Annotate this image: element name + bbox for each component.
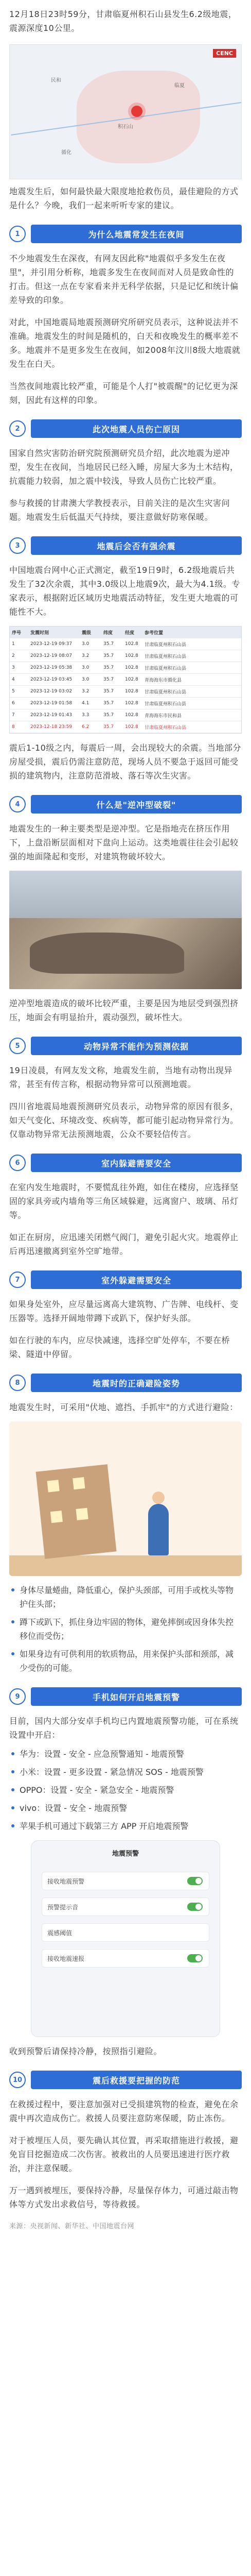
table-cell: 甘肃临夏州积石山县	[145, 654, 187, 659]
section-title: 地震时的正确避险姿势	[92, 1378, 180, 1388]
table-cell: 3.0	[82, 677, 89, 682]
list-item: OPPO：设置 - 安全 - 紧急安全 - 地震预警	[9, 1783, 242, 1797]
bullet-list	[9, 1583, 242, 1675]
table-cell: 2023-12-19 08:07	[30, 653, 73, 658]
map-town: 民和	[51, 78, 61, 83]
paragraph: 目前，国内大部分安卓手机均已内置地震预警功能，可在系统设置中开启：	[9, 1716, 239, 1740]
paragraph: 万一遇到被埋压，要保持冷静，尽量保存体力，可通过敲击物体等方式发出求救信号，等待救援。	[9, 2185, 239, 2209]
lead-text: 地震发生后，如何最快最大限度地抢救伤员，最佳避险的方式是什么？今晚，我们一起来听听专家的建议。	[9, 187, 239, 210]
table-cell: 35.7	[103, 713, 114, 718]
table-cell: 2	[12, 653, 15, 658]
section-header	[9, 2070, 242, 2090]
paragraph: 参与救援的甘肃澳大学教授表示，目前关注的是次生灾害问题。地震发生后低温天气持续，要注意做好防寒保暖。	[9, 498, 230, 522]
phone-settings-screenshot	[31, 1840, 220, 2037]
table-cell: 3	[12, 665, 15, 670]
section-number: 4	[9, 796, 26, 812]
cenc-logo: CENC	[213, 49, 236, 58]
table-cell: 35.7	[103, 641, 114, 647]
table-header: 序号	[12, 630, 22, 636]
toggle-switch[interactable]	[187, 1954, 203, 1962]
table-row	[10, 674, 241, 686]
section-title: 此次地震人员伤亡原因	[92, 424, 180, 434]
toggle-switch[interactable]	[187, 1903, 203, 1911]
table-row	[10, 721, 241, 733]
table-cell: 甘肃临夏州积石山县	[145, 725, 187, 731]
setting-row[interactable]: 接收地震预警	[42, 1872, 209, 1890]
paragraph: 中国地震台网中心正式测定，截至19日9时，6.2级地震后共发生了32次余震，其中3.0级以上地震9次，最大为4.1级。专家表示，根据附近区域历史地震活动特征，发生更大地震的可能性不大。	[9, 565, 240, 617]
section-number: 1	[9, 226, 26, 242]
paragraph: 如果身处室外，应尽量远离高大建筑物、广告牌、电线杆、变压器等。选择开阔地带蹲下或趴下，保护好头部。	[9, 1299, 239, 1323]
map-town: 循化	[61, 150, 71, 156]
table-header: 纬度	[103, 630, 113, 636]
table-row	[10, 650, 241, 662]
table-cell: 甘肃临夏州积石山县	[145, 666, 187, 671]
table-cell: 3.0	[82, 641, 89, 647]
section-header	[9, 1036, 242, 1056]
table-cell: 102.8	[125, 689, 138, 694]
table-cell: 甘肃临夏州积石山县	[145, 701, 187, 707]
table-cell: 102.8	[125, 665, 138, 670]
table-cell: 102.8	[125, 653, 138, 658]
table-cell: 102.8	[125, 641, 138, 647]
section-header	[9, 1372, 242, 1393]
damage-photo	[9, 871, 242, 989]
section-number: 6	[9, 1155, 26, 1171]
table-row	[10, 709, 241, 721]
table-header: 震级	[82, 630, 92, 636]
table-cell: 3.0	[82, 665, 89, 670]
paragraph: 逆冲型地震造成的破坏比较严重，主要是因为地层受到强烈挤压，地面会有明显抬升，震动强烈，破坏性大。	[9, 998, 239, 1022]
phone-title: 地震预警	[112, 1850, 139, 1858]
table-cell: 102.8	[125, 677, 138, 682]
setting-row[interactable]: 接收地震速报	[42, 1949, 209, 1968]
paragraph: 在救援过程中，要注意加强对已受损建筑物的检查，避免在余震中再次造成伤亡。救援人员要注意防寒保暖，防止冻伤。	[9, 2099, 239, 2123]
table-cell: 甘肃临夏州积石山县	[145, 642, 187, 648]
map-town: 积石山	[118, 124, 133, 130]
table-cell: 4.1	[82, 701, 89, 706]
section-header	[9, 1269, 242, 1290]
section-number: 3	[9, 537, 26, 554]
table-cell: 青海海东市民和县	[145, 713, 182, 719]
section-title: 震后救援要把握的防范	[92, 2075, 180, 2086]
section-title: 手机如何开启地震预警	[92, 1692, 180, 1702]
table-cell: 3.2	[82, 689, 89, 694]
intro-text: 12月18日23时59分，甘肃临夏州积石山县发生6.2级地震，震源深度10公里。	[9, 9, 237, 33]
list-item: 如果身边有可供利用的软质物品，用来保护头部和颈部，减少受伤的可能。	[9, 1647, 242, 1675]
table-cell: 35.7	[103, 701, 114, 706]
table-cell: 6.2	[82, 724, 89, 730]
bullet-list	[9, 1747, 242, 1833]
section-header	[9, 1153, 242, 1173]
table-cell: 2023-12-19 03:45	[30, 677, 73, 682]
paragraph: 地震发生时，可采用"伏地、遮挡、手抓牢"的方式进行避险：	[9, 1402, 238, 1412]
list-item: 苹果手机可通过下载第三方 APP 开启地震预警	[9, 1819, 242, 1833]
list-item: 小米：设置 - 更多设置 - 紧急情况 SOS - 地震预警	[9, 1765, 242, 1779]
source-text: 来源：央视新闻、新华社、中国地震台网	[9, 2223, 135, 2230]
table-cell: 5	[12, 689, 15, 694]
table-header: 发震时刻	[30, 630, 49, 636]
paragraph: 19日凌晨，有网友发文称，地震发生前，当地有动物出现异常，甚至有传言称，根据动物异常可以预测地震。	[9, 1065, 232, 1089]
paragraph: 当然夜间地震比较严重，可能是个人打"被震醒"的记忆更为深刻，因此有这样的印象。	[9, 381, 238, 405]
earthquake-map	[9, 44, 242, 179]
table-cell: 35.7	[103, 665, 114, 670]
table-header: 经度	[125, 630, 135, 636]
list-item: 蹲下或趴下，抓住身边牢固的物体，避免摔倒或因身体失控移位而受伤；	[9, 1615, 242, 1643]
table-cell: 6	[12, 701, 15, 706]
section-title: 动物异常不能作为预测依据	[83, 1041, 189, 1052]
list-item: vivo：设置 - 安全 - 地震预警	[9, 1801, 242, 1815]
safety-illustration	[9, 1421, 242, 1576]
table-cell: 青海海东市循化县	[145, 677, 182, 683]
table-cell: 35.7	[103, 653, 114, 658]
section-title: 为什么地震常发生在夜间	[88, 229, 185, 240]
table-cell: 2023-12-19 01:43	[30, 713, 73, 718]
toggle-switch[interactable]	[187, 1877, 203, 1885]
paragraph: 不少地震发生在深夜，有网友因此称"地震似乎多发生在夜里"，并引用分析称，地震多发生在夜间而对人员是致命性的打击。但这一点在专家看来并无科学依据，只是记忆和统计偏差导致的印象。	[9, 253, 239, 305]
section-number: 7	[9, 1272, 26, 1288]
aftershock-table	[9, 626, 242, 734]
paragraph: 对于被埋压人员，要先确认其位置，再采取措施进行救援，避免盲目挖掘造成二次伤害。被救出的人员要迅速进行医疗救治，并注意保暖。	[9, 2136, 239, 2173]
section-title: 室外躲避需要安全	[101, 1275, 171, 1285]
section-header	[9, 418, 242, 439]
paragraph: 收到预警后请保持冷静，按照指引避险。	[9, 2046, 163, 2056]
section-number: 2	[9, 420, 26, 437]
section-number: 8	[9, 1375, 26, 1391]
paragraph: 国家自然灾害防治研究院预测研究员介绍，此次地震为逆冲型，发生在夜间，当地居民已经入睡，房屋大多为土木结构，抗震能力较弱，加之震中较浅，导致人员伤亡比较严重。	[9, 448, 239, 486]
table-cell: 35.7	[103, 689, 114, 694]
paragraph: 如在行驶的车内，应尽快减速，选择空旷处停车，不要在桥梁、隧道中停留。	[9, 1335, 230, 1359]
table-cell: 4	[12, 677, 15, 682]
table-cell: 35.7	[103, 677, 114, 682]
section-title: 室内躲避需要安全	[101, 1158, 171, 1168]
section-number: 10	[9, 2072, 26, 2088]
table-cell: 2023-12-18 23:59	[30, 724, 73, 730]
table-row	[10, 686, 241, 698]
map-town: 临夏	[174, 83, 185, 89]
table-cell: 102.8	[125, 724, 138, 730]
epicenter-marker	[131, 106, 142, 117]
paragraph: 在室内发生地震时，不要慌乱往外跑，如住在楼房，应选择坚固的家具旁或内墙角等三角区域躲避，远离窗户、玻璃、吊灯等。	[9, 1182, 239, 1220]
table-cell: 3.3	[82, 713, 89, 718]
section-header	[9, 1686, 242, 1707]
table-cell: 甘肃临夏州积石山县	[145, 689, 187, 695]
section-title: 什么是"逆冲型破裂"	[96, 800, 176, 810]
table-cell: 102.8	[125, 701, 138, 706]
paragraph: 震后1-10级之内，每震后一周，会出现较大的余震。当地部分房屋受损，震后仍需注意防范，现场人员不要急于返回可能受损的建筑物内，注意防范滑坡、落石等次生灾害。	[9, 743, 241, 781]
table-cell: 1	[12, 641, 15, 647]
paragraph: 对此，中国地震局地震预测研究所研究员表示，这种说法并不准确。地震发生的时间是随机的，白天和夜晚发生的概率差不多。地震并不是更多发生在夜间，如2008年汶川8级大地震就发生在白天。	[9, 317, 241, 369]
section-header	[9, 224, 242, 244]
section-title: 地震后会否有强余震	[97, 541, 176, 551]
table-cell: 7	[12, 713, 15, 718]
table-cell: 2023-12-19 03:02	[30, 689, 73, 694]
list-item: 身体尽量蜷曲，降低重心，保护头颈部，可用手或枕头等物护住头部；	[9, 1583, 242, 1611]
table-cell: 2023-12-19 05:38	[30, 665, 73, 670]
table-cell: 2023-12-19 09:37	[30, 641, 73, 647]
table-header-row	[10, 626, 241, 638]
paragraph: 地震发生的一种主要类型是逆冲型。它是指地壳在挤压作用下，上盘沿断层面相对下盘向上运动。这类地震往往会引起较强的地面隆起和变形，对建筑物破坏较大。	[9, 824, 239, 861]
paragraph: 如正在厨房，应迅速关闭燃气阀门，避免引起火灾。地震停止后再迅速撤离到室外空旷地带。	[9, 1232, 239, 1256]
table-cell: 35.7	[103, 724, 114, 730]
table-cell: 102.8	[125, 713, 138, 718]
section-number: 9	[9, 1688, 26, 1705]
table-row	[10, 638, 241, 650]
table-cell: 8	[12, 724, 15, 730]
section-number: 5	[9, 1038, 26, 1054]
section-header	[9, 794, 242, 815]
section-header	[9, 535, 242, 556]
setting-row[interactable]: 预警提示音	[42, 1897, 209, 1916]
paragraph: 四川省地震局地震预测研究员表示，动物异常的原因有很多，如天气变化、环境改变、疾病等，都可能引起动物异常行为。仅靠动物异常无法预测地震，公众不要轻信传言。	[9, 1101, 239, 1139]
table-header: 参考位置	[145, 630, 164, 636]
setting-row[interactable]: 震感阈值	[42, 1923, 209, 1942]
table-row	[10, 698, 241, 709]
table-cell: 2023-12-19 01:58	[30, 701, 73, 706]
list-item: 华为：设置 - 安全 - 应急预警通知 - 地震预警	[9, 1747, 242, 1761]
table-cell: 3.2	[82, 653, 89, 658]
table-row	[10, 662, 241, 674]
